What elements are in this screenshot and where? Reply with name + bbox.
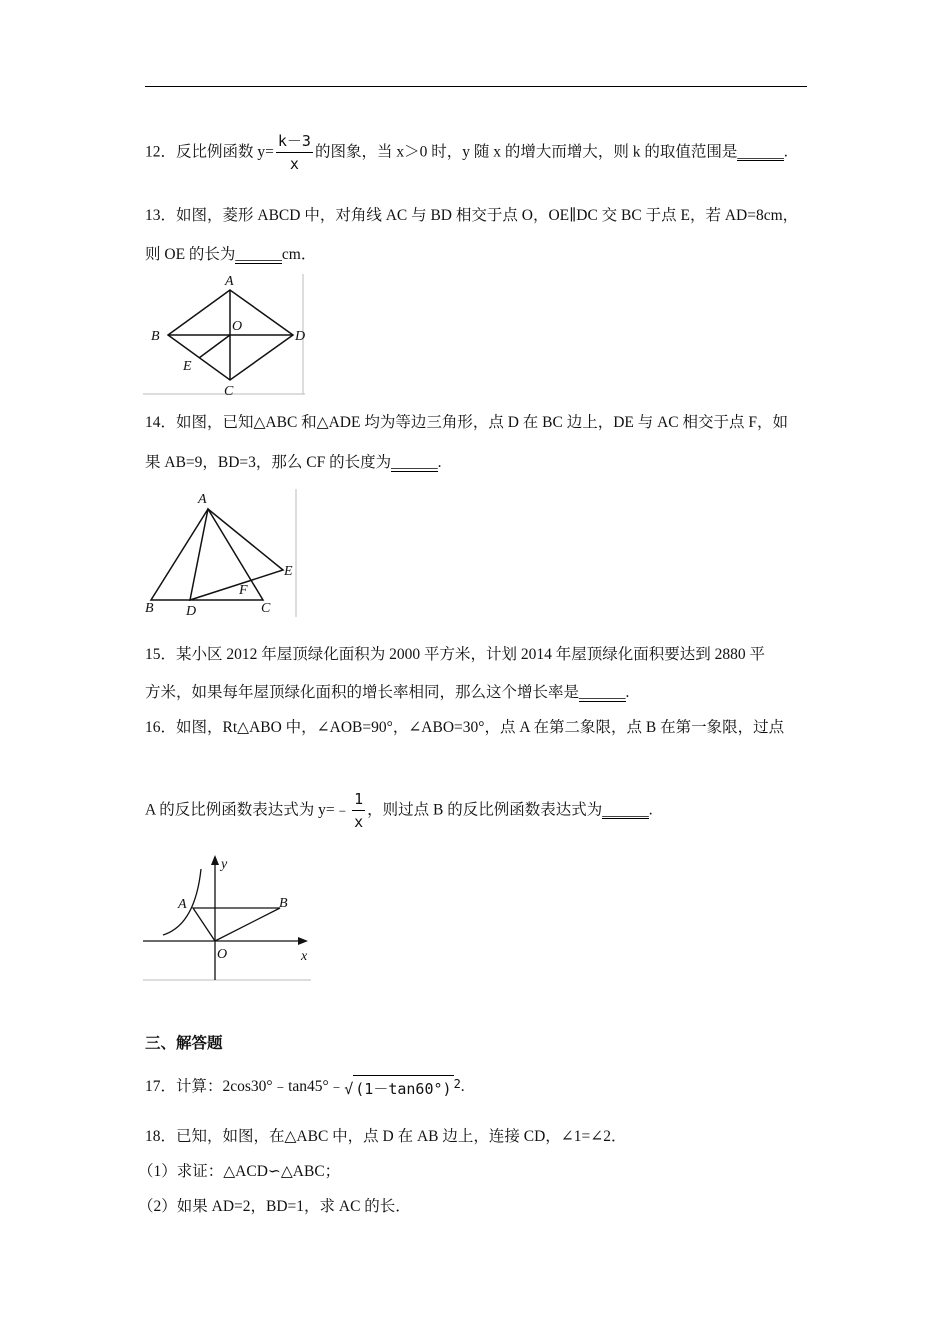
label-C: C <box>261 601 271 616</box>
rhombus-figure <box>143 272 308 397</box>
triangles-figure <box>143 487 303 620</box>
label-B: B <box>279 896 288 911</box>
question-14-line1: 14．如图，已知△ABC 和△ADE 均为等边三角形，点 D 在 BC 边上，DE 与 AC 相交于点 F，如 <box>145 414 789 431</box>
label-B: B <box>151 329 160 344</box>
answer-blank: ______ <box>391 454 438 471</box>
label-C: C <box>224 384 234 397</box>
question-15-line2: 方米，如果每年屋顶绿化面积的增长率相同，那么这个增长率是______. <box>145 684 630 701</box>
label-E: E <box>284 564 293 579</box>
question-18-part2: （2）如果 AD=2，BD=1，求 AC 的长． <box>138 1198 411 1215</box>
question-13-line2: 则 OE 的长为______cm． <box>145 246 317 263</box>
question-17: 17．计算：2cos30°﹣tan45°﹣√ (1－tan60°) $^2$. <box>145 1077 465 1099</box>
square-root: √ (1－tan60°) $^2$ <box>344 1077 461 1099</box>
label-A: A <box>198 492 207 507</box>
question-18-part1: （1）求证：△ACD∽△ABC； <box>138 1163 341 1180</box>
answer-blank: ______ <box>602 801 649 819</box>
question-16-line2: A 的反比例函数表达式为 y=﹣ $\frac{1}{x}$ ，则过点 B 的反比例函数表达式为______. <box>145 790 653 831</box>
question-18-line1: 18．已知，如图，在△ABC 中，点 D 在 AB 边上，连接 CD，∠1=∠2． <box>145 1128 627 1145</box>
fraction-1-over-x: $\frac{1}{x}$ <box>354 790 364 831</box>
label-A: A <box>225 274 234 289</box>
header-rule <box>145 86 807 87</box>
answer-blank: ______ <box>579 684 626 701</box>
question-16-line1: 16．如图，Rt△ABO 中，∠AOB=90°，∠ABO=30°，点 A 在第二象限，点 B 在第一象限，过点 <box>145 719 785 736</box>
label-O: O <box>217 947 228 962</box>
label-x: x <box>301 949 308 964</box>
label-y: y <box>221 857 228 872</box>
label-B: B <box>145 601 154 616</box>
label-F: F <box>239 583 248 598</box>
label-D: D <box>186 604 197 619</box>
question-15-line1: 15．某小区 2012 年屋顶绿化面积为 2000 平方米，计划 2014 年屋顶绿化面积要达到 2880 平 <box>145 646 766 663</box>
coordinate-figure <box>143 853 313 983</box>
answer-blank: ______ <box>737 143 784 161</box>
question-14-line2: 果 AB=9，BD=3，那么 CF 的长度为______. <box>145 454 442 471</box>
question-12: 12．反比例函数 y= $\frac{k-3}{x}$ 的图象，当 x＞0 时，y 随 x 的增大而增大，则 k 的取值范围是______. <box>145 132 788 173</box>
answer-blank: ______ <box>235 246 282 263</box>
label-A: A <box>178 897 187 912</box>
label-E: E <box>183 359 192 374</box>
label-O: O <box>232 319 243 334</box>
fraction-k-minus-3-over-x: $\frac{k-3}{x}$ <box>277 132 311 173</box>
section-heading: 三、解答题 <box>145 1035 223 1052</box>
question-13-line1: 13．如图，菱形 ABCD 中，对角线 AC 与 BD 相交于点 O，OE∥DC 交 BC 于点 E，若 AD=8cm， <box>145 207 799 224</box>
label-D: D <box>295 329 306 344</box>
